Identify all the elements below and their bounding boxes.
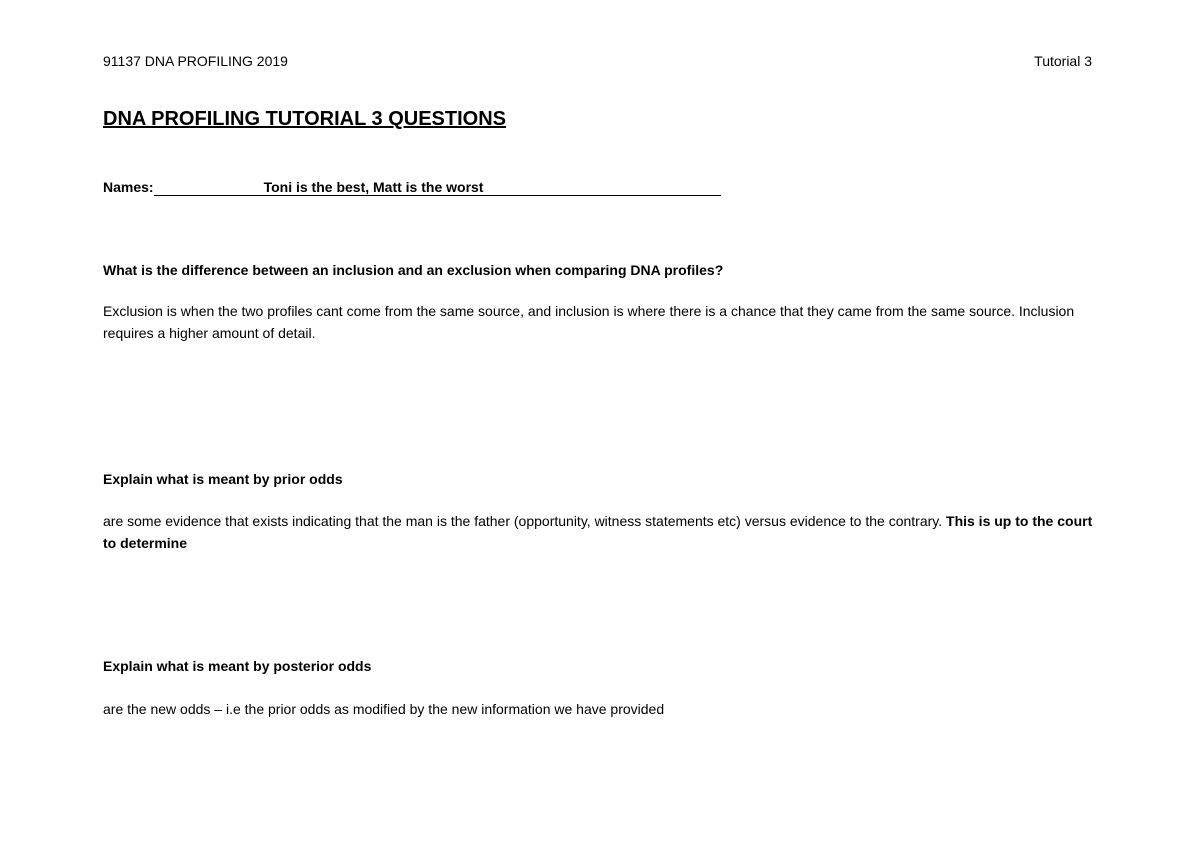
- names-value: Toni is the best, Matt is the worst: [263, 179, 484, 195]
- answer-3: are the new odds – i.e the prior odds as modified by the new information we have provided: [103, 701, 665, 717]
- question-3: Explain what is meant by posterior odds: [103, 658, 372, 674]
- answer-2: [103, 510, 1103, 554]
- names-field: [103, 178, 721, 196]
- page-title: DNA PROFILING TUTORIAL 3 QUESTIONS: [103, 108, 506, 130]
- answer-2-bold-text: This is up to the court to determine: [103, 513, 1093, 551]
- header-tutorial-label: Tutorial 3: [1034, 53, 1092, 69]
- answer-1: Exclusion is when the two profiles cant come from the same source, and inclusion is where there is a chance that they came from the same source. Inclusion requires a higher amount of detail.: [103, 303, 1075, 341]
- question-2: Explain what is meant by prior odds: [103, 471, 343, 487]
- names-label: Names:: [103, 179, 154, 195]
- names-underline-left: [154, 180, 264, 196]
- header-course-code: 91137 DNA PROFILING 2019: [103, 53, 288, 69]
- names-underline-right: [483, 180, 721, 196]
- answer-2-text: are some evidence that exists indicating that the man is the father (opportunity, witness statements etc) versus evidence to the contrary.: [103, 513, 943, 529]
- question-1: What is the difference between an inclusion and an exclusion when comparing DNA profiles?: [103, 262, 724, 278]
